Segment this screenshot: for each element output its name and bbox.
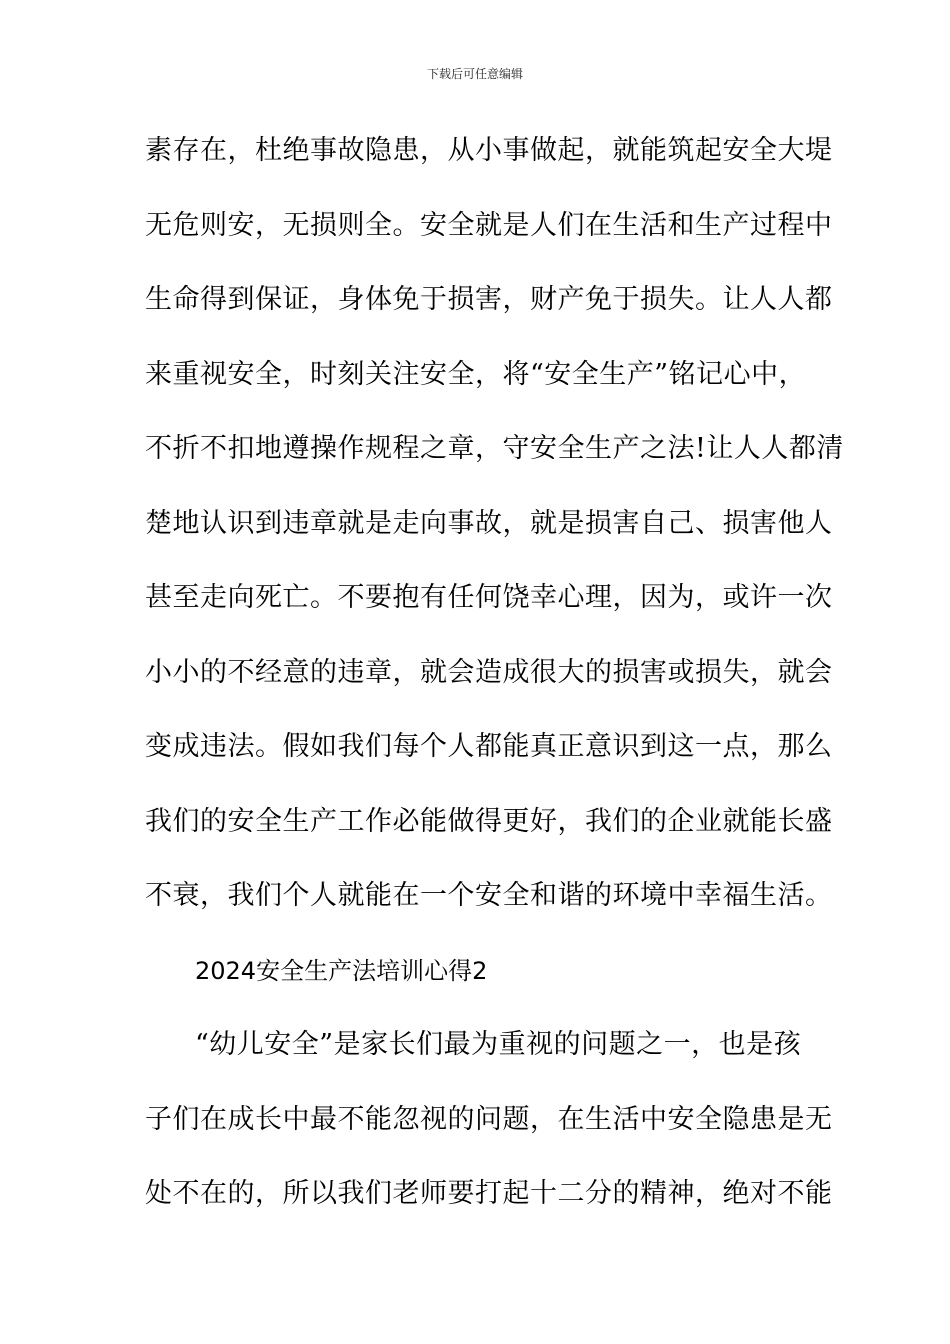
paragraph-1 <box>145 124 844 944</box>
text-line: 素存在，杜绝事故隐患，从小事做起，就能筑起安全大堤 <box>145 135 833 166</box>
text-line: 不衰，我们个人就能在一个安全和谐的环境中幸福生活。 <box>145 880 833 911</box>
text-line: 生命得到保证，身体免于损害，财产免于损失。让人人都 <box>145 284 833 315</box>
text-line: 来重视安全，时刻关注安全，将“安全生产”铭记心中， <box>145 358 807 390</box>
section-heading: 2024安全生产法培训心得2 <box>195 956 488 985</box>
text-line: 甚至走向死亡。不要抱有任何饶幸心理，因为，或许一次 <box>145 582 833 613</box>
text-line: “幼儿安全”是家长们最为重视的问题之一，也是孩 <box>195 1029 802 1060</box>
document-body <box>145 124 844 1242</box>
text-line: 楚地认识到违章就是走向事故，就是损害自己、损害他人 <box>145 507 833 539</box>
text-line: 小小的不经意的违章，就会造成很大的损害或损失，就会 <box>145 656 833 688</box>
text-line: 我们的安全生产工作必能做得更好，我们的企业就能长盛 <box>145 805 833 837</box>
text-line: 变成违法。假如我们每个人都能真正意识到这一点，那么 <box>145 731 833 762</box>
text-line: 无危则安，无损则全。安全就是人们在生活和生产过程中 <box>145 209 833 241</box>
text-line: 子们在成长中最不能忽视的问题，在生活中安全隐患是无 <box>145 1103 833 1135</box>
text-line: 不折不扣地遵操作规程之章，守安全生产之法!让人人都清 <box>145 433 844 464</box>
page-header: 下载后可任意编辑 <box>426 67 523 81</box>
text-line: 处不在的，所以我们老师要打起十二分的精神，绝对不能 <box>145 1178 833 1209</box>
paragraph-2 <box>145 1018 833 1242</box>
